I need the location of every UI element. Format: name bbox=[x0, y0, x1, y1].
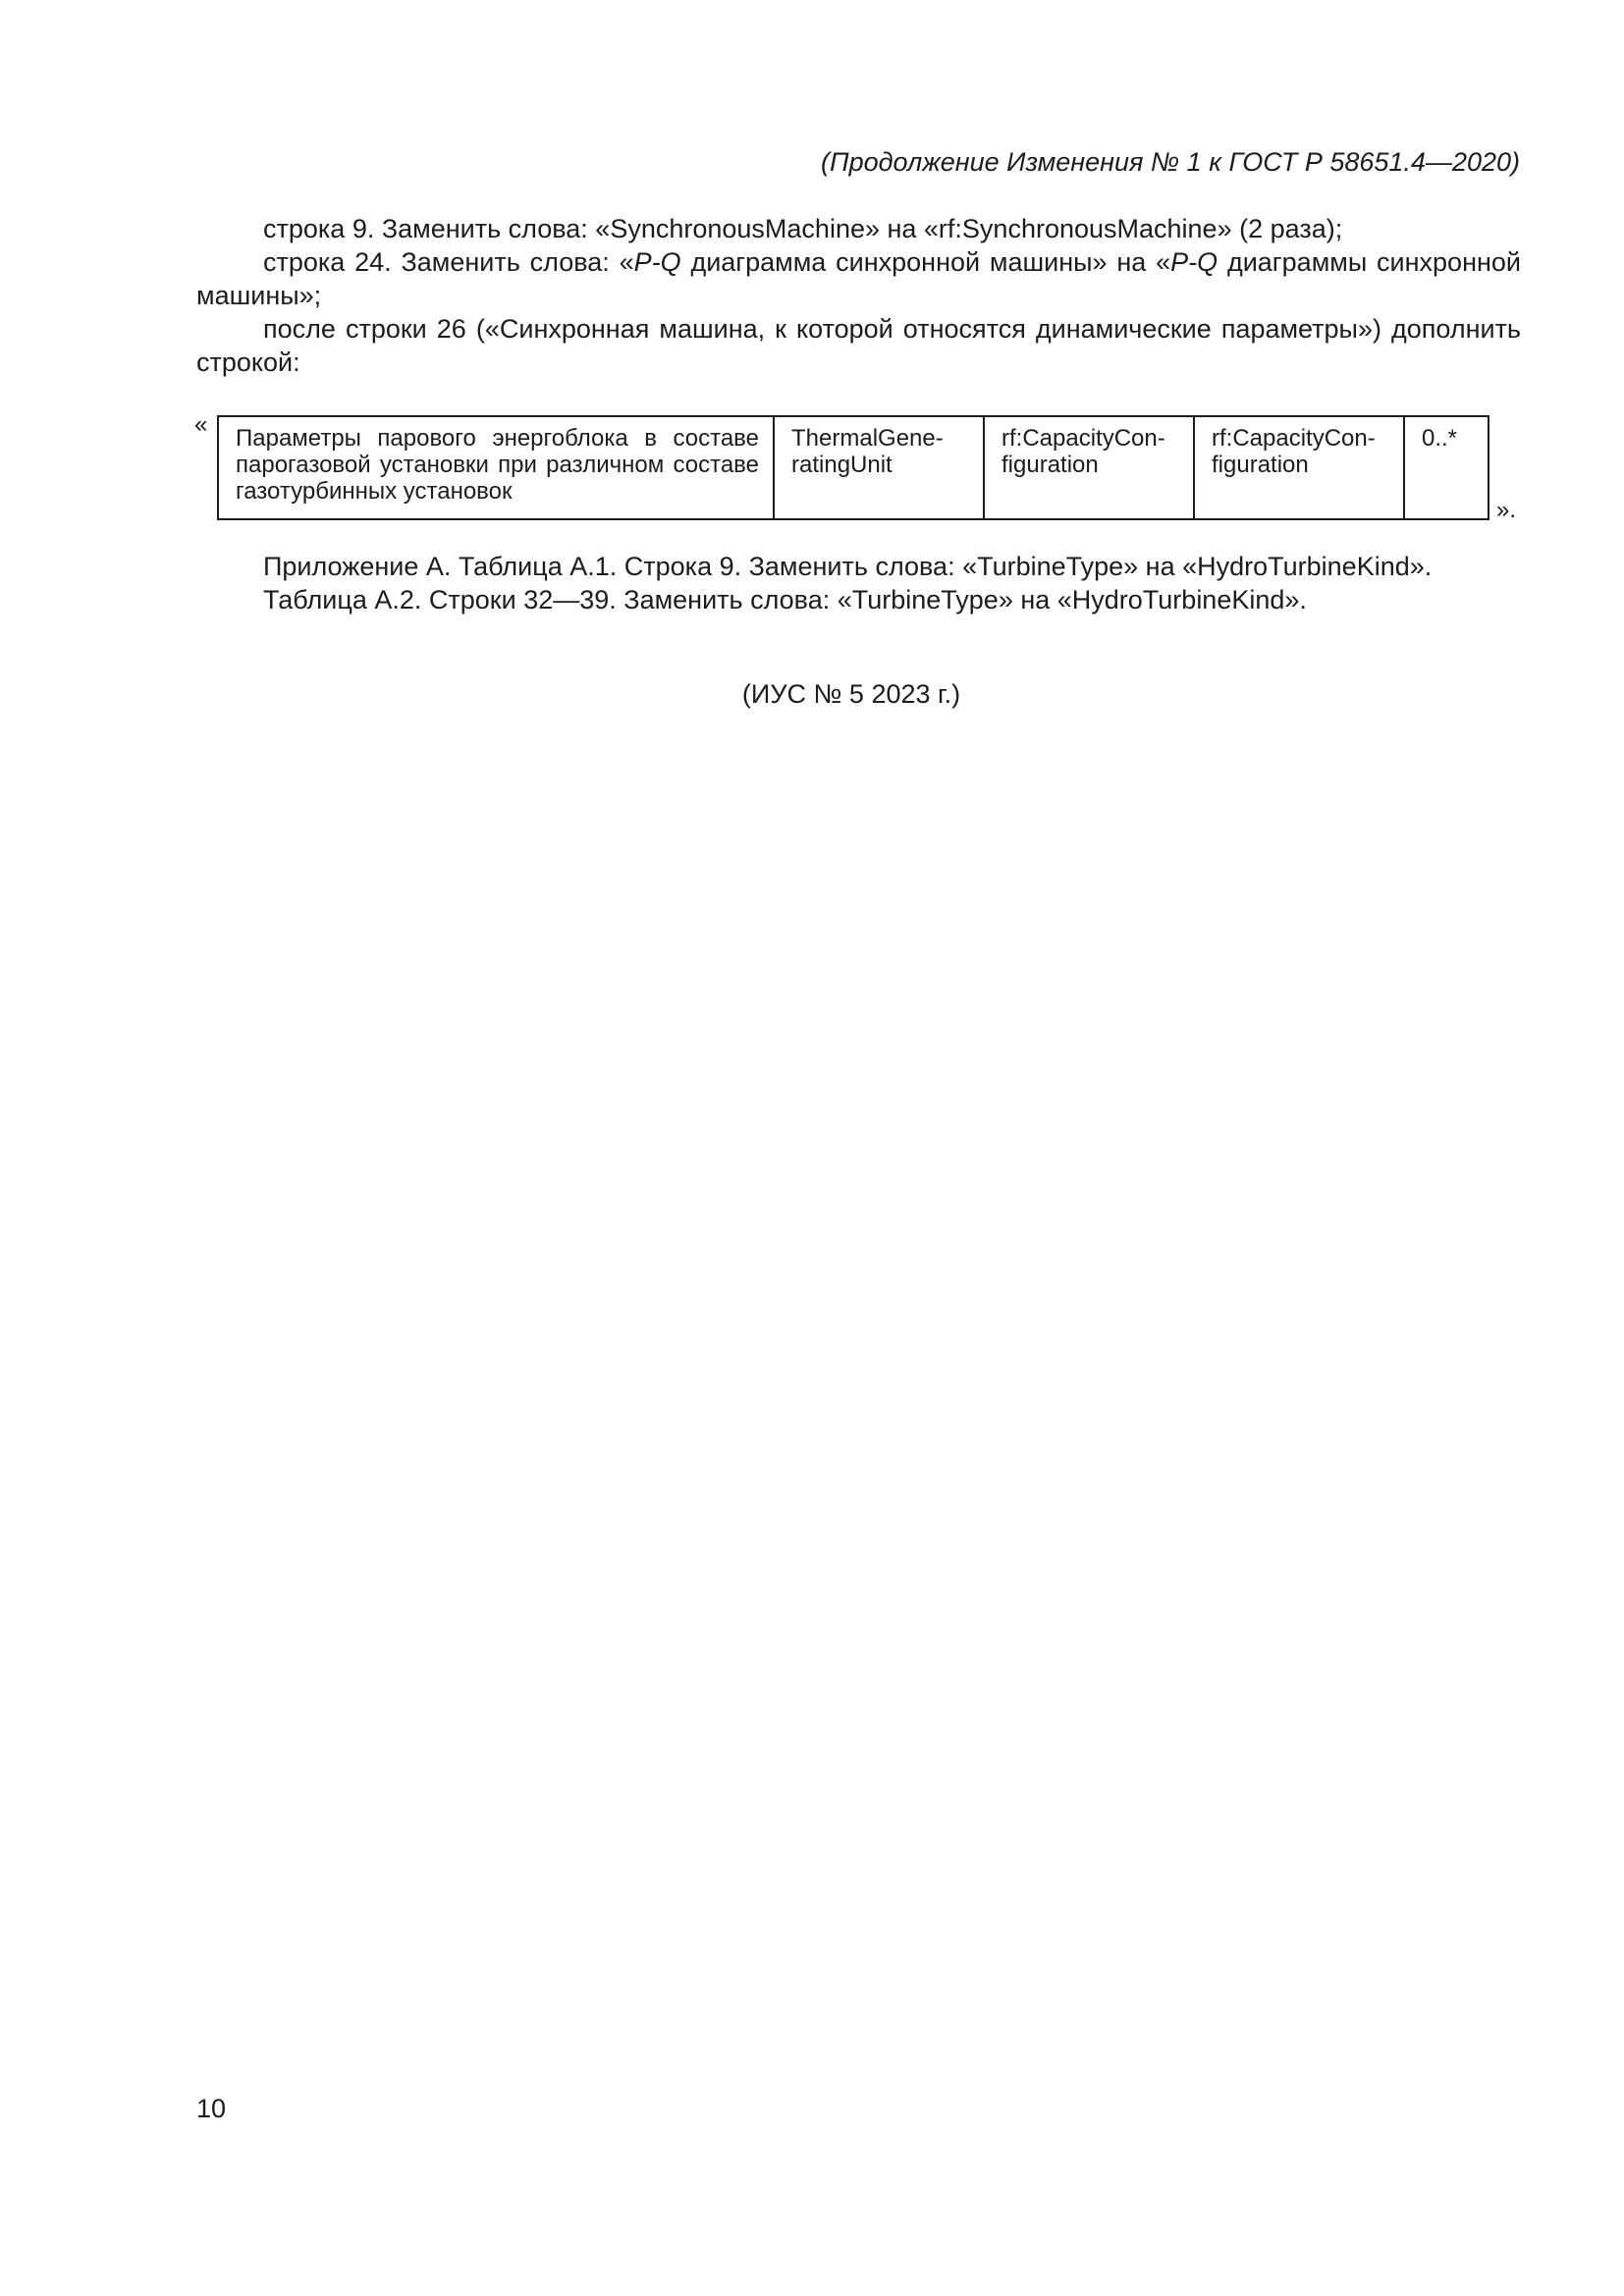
amendment-line-24-part-2: диаграмма синхронной машины» на « bbox=[680, 247, 1171, 277]
table-cell-multiplicity: 0..* bbox=[1404, 416, 1489, 519]
appendix-amendments bbox=[263, 550, 1432, 616]
amendment-text bbox=[196, 212, 1521, 379]
ius-reference: (ИУС № 5 2023 г.) bbox=[741, 679, 961, 709]
appendix-a-table-a2-line: Таблица А.2. Строки 32—39. Заменить слова: «TurbineType» на «HydroTurbineKind». bbox=[263, 585, 1307, 614]
table-cell-description: Параметры парового энергоблока в составе парогазовой установки при различном составе газотурбинных установок bbox=[218, 416, 774, 519]
appendix-a-table-a1-line: Приложение А. Таблица А.1. Строка 9. Заменить слова: «TurbineType» на «HydroTurbineKind». bbox=[263, 552, 1433, 581]
pq-italic-1: P-Q bbox=[633, 247, 681, 277]
inserted-row-table bbox=[217, 415, 1489, 520]
amendment-line-24 bbox=[196, 245, 1521, 312]
table-row bbox=[218, 416, 1489, 519]
table-open-quote: « bbox=[194, 411, 208, 438]
table-cell-range: rf:CapacityCon- figuration bbox=[1194, 416, 1404, 519]
amendment-line-9: строка 9. Заменить слова: «SynchronousMachine» на «rf:SynchronousMachine» (2 раза); bbox=[263, 214, 1343, 243]
amendment-line-24-part-1: строка 24. Заменить слова: « bbox=[263, 247, 634, 277]
table-close-quote: ». bbox=[1496, 497, 1517, 523]
pq-italic-2: P-Q bbox=[1170, 247, 1218, 277]
table-cell-type: rf:CapacityCon- figuration bbox=[984, 416, 1194, 519]
table-cell-class: ThermalGene- ratingUnit bbox=[774, 416, 984, 519]
amendment-line-24-part-3: диаграммы синхронной машины»; bbox=[196, 247, 1521, 310]
page-number: 10 bbox=[196, 2094, 227, 2123]
continuation-header: (Продолжение Изменения № 1 к ГОСТ Р 58651.4—2020) bbox=[821, 147, 1520, 177]
amendment-after-line-26: после строки 26 («Синхронная машина, к которой относятся динамические параметры») дополнить строкой: bbox=[196, 314, 1521, 377]
